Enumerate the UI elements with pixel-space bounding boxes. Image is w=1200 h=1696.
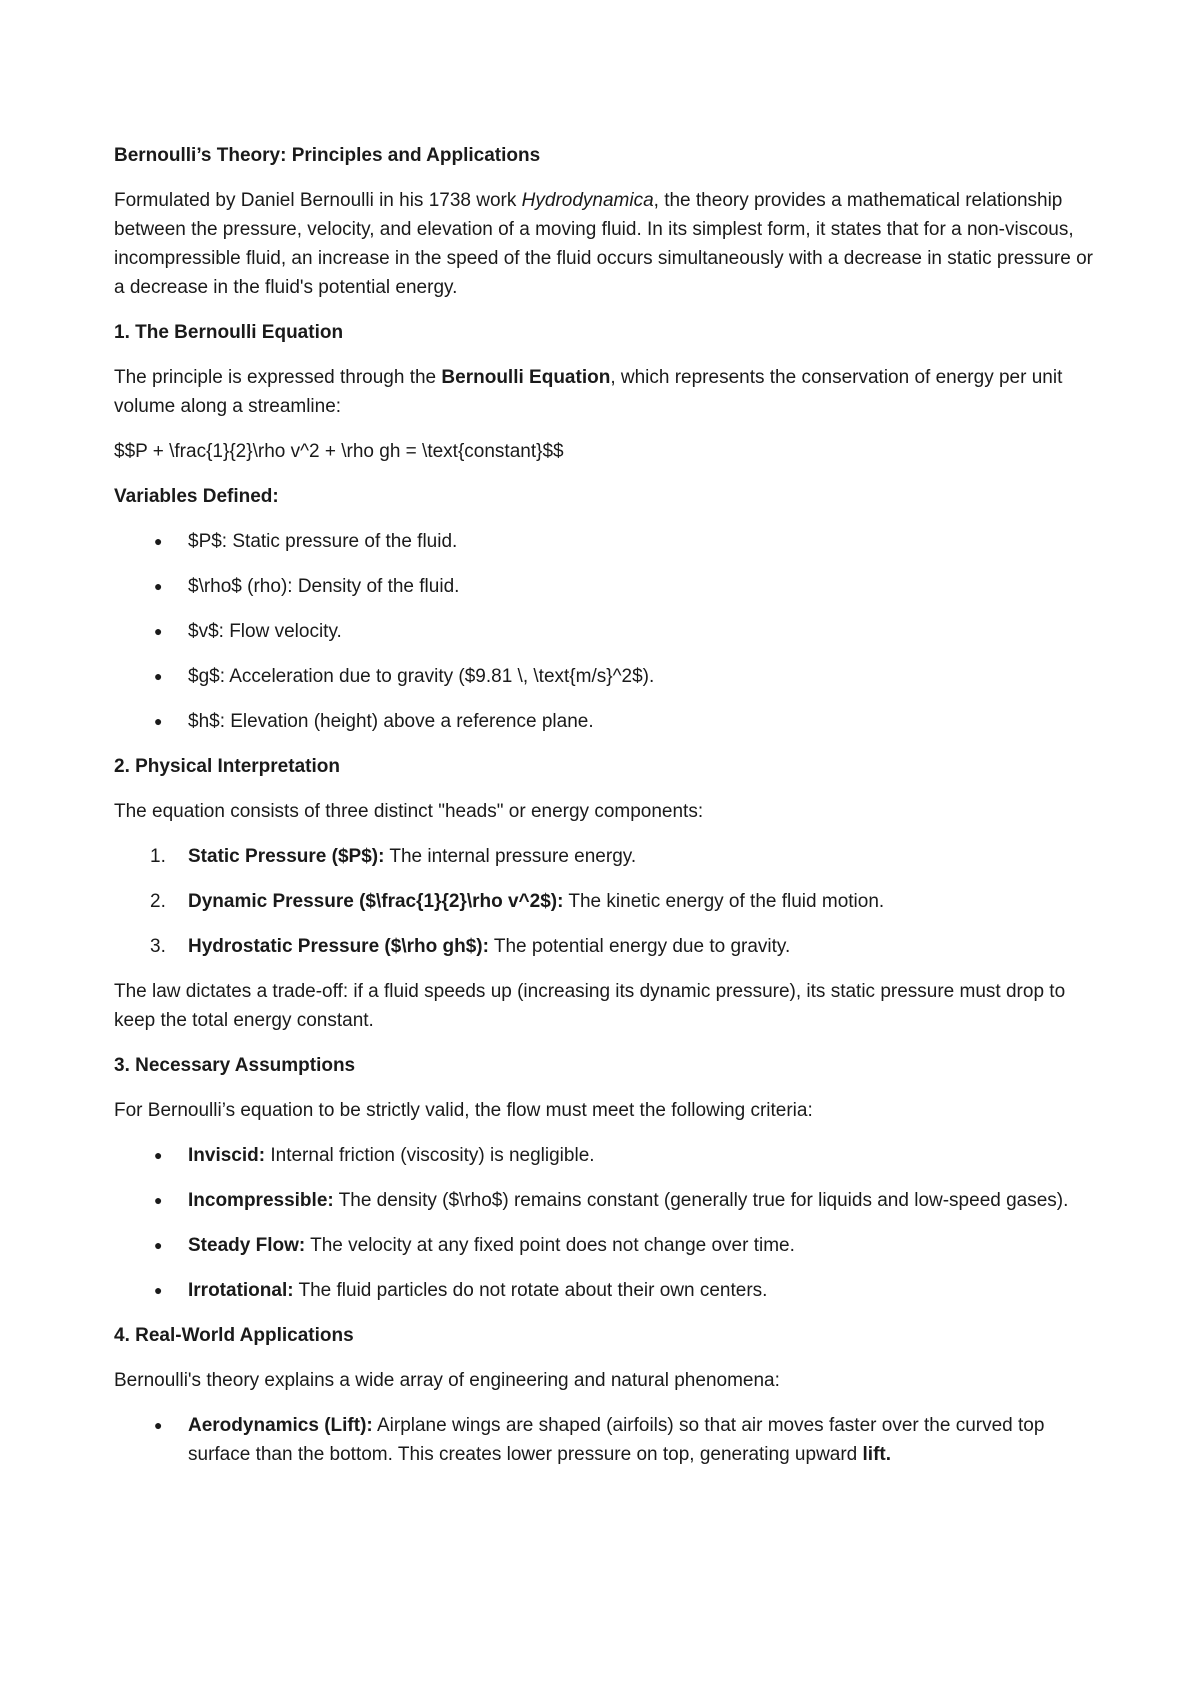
var-description: Acceleration due to gravity ($9.81 \, \text{m/s}^2$).: [224, 666, 655, 687]
variables-list: [114, 527, 1094, 736]
bullet-icon: ●: [154, 1282, 163, 1298]
list-item: [114, 662, 1094, 691]
bullet-icon: ●: [154, 713, 163, 729]
item-term: Aerodynamics (Lift):: [188, 1415, 373, 1436]
section1-bold-term: Bernoulli Equation: [441, 367, 611, 388]
item-emphasis: lift.: [862, 1444, 892, 1465]
intro-text-2: , the theory provides a mathematical relationship between the pressure, velocity, and elevation of a moving fluid. In its simplest form, it states that for a non-viscous, incompressible fluid, an increase in the speed of the fluid occurs simultaneously with a decrease in static pressure or a decrease in the fluid's potential energy.: [114, 190, 1094, 298]
item-description: The velocity at any fixed point does not change over time.: [305, 1235, 795, 1256]
item-term: Irrotational:: [188, 1280, 294, 1301]
list-item: [114, 572, 1094, 601]
list-item: [114, 1231, 1094, 1260]
item-term: Static Pressure ($P$):: [188, 846, 385, 867]
list-item: [114, 617, 1094, 646]
bullet-icon: ●: [154, 623, 163, 639]
intro-text-1: Formulated by Daniel Bernoulli in his 1738 work: [114, 190, 522, 211]
bullet-icon: ●: [154, 1237, 163, 1253]
bullet-icon: ●: [154, 668, 163, 684]
section1-paragraph: [114, 363, 1094, 421]
var-description: Elevation (height) above a reference plane.: [224, 711, 594, 732]
bullet-icon: ●: [154, 1192, 163, 1208]
document-title: Bernoulli’s Theory: Principles and Applications: [114, 145, 541, 166]
section4-intro: Bernoulli's theory explains a wide array of engineering and natural phenomena:: [114, 1370, 780, 1391]
section2-heading: 2. Physical Interpretation: [114, 756, 340, 777]
assumptions-list: [114, 1141, 1094, 1305]
list-item: [114, 527, 1094, 556]
section2-intro: The equation consists of three distinct "heads" or energy components:: [114, 801, 704, 822]
list-number: 3.: [150, 936, 166, 957]
item-term: Inviscid:: [188, 1145, 266, 1166]
item-description: The kinetic energy of the fluid motion.: [563, 891, 885, 912]
list-item: [114, 1186, 1094, 1215]
list-item: [114, 932, 1094, 961]
applications-list: [114, 1411, 1094, 1469]
section4-heading: 4. Real-World Applications: [114, 1325, 354, 1346]
energy-components-list: [114, 842, 1094, 961]
bullet-icon: ●: [154, 1417, 163, 1433]
bullet-icon: ●: [154, 533, 163, 549]
var-description: Static pressure of the fluid.: [227, 531, 458, 552]
item-term: Steady Flow:: [188, 1235, 306, 1256]
var-symbol: $h$:: [188, 711, 225, 732]
section1-heading: 1. The Bernoulli Equation: [114, 322, 344, 343]
item-term: Hydrostatic Pressure ($\rho gh$):: [188, 936, 489, 957]
section2-conclusion: The law dictates a trade-off: if a fluid speeds up (increasing its dynamic pressure), its static pressure must drop to keep the total energy constant.: [114, 981, 1066, 1031]
variables-heading: Variables Defined:: [114, 486, 279, 507]
var-symbol: $\rho$ (rho):: [188, 576, 293, 597]
section3-intro: For Bernoulli’s equation to be strictly valid, the flow must meet the following criteria:: [114, 1100, 813, 1121]
bernoulli-equation: $$P + \frac{1}{2}\rho v^2 + \rho gh = \text{constant}$$: [114, 441, 564, 462]
intro-work-title: Hydrodynamica: [521, 190, 654, 211]
list-item: [114, 1411, 1094, 1469]
document-body: [114, 141, 1094, 1485]
bullet-icon: ●: [154, 1147, 163, 1163]
var-symbol: $g$:: [188, 666, 225, 687]
var-description: Density of the fluid.: [292, 576, 460, 597]
section1-text-1: The principle is expressed through the: [114, 367, 442, 388]
item-term: Dynamic Pressure ($\frac{1}{2}\rho v^2$):: [188, 891, 564, 912]
item-description: The internal pressure energy.: [384, 846, 637, 867]
list-item: [114, 887, 1094, 916]
item-description: The fluid particles do not rotate about their own centers.: [293, 1280, 768, 1301]
list-number: 2.: [150, 891, 166, 912]
section3-heading: 3. Necessary Assumptions: [114, 1055, 356, 1076]
bullet-icon: ●: [154, 578, 163, 594]
list-item: [114, 842, 1094, 871]
var-description: Flow velocity.: [223, 621, 342, 642]
item-term: Incompressible:: [188, 1190, 334, 1211]
list-item: [114, 1141, 1094, 1170]
var-symbol: $P$:: [188, 531, 228, 552]
list-item: [114, 707, 1094, 736]
list-number: 1.: [150, 846, 166, 867]
item-description: Internal friction (viscosity) is negligible.: [265, 1145, 595, 1166]
intro-paragraph: [114, 186, 1094, 302]
section1-text-2: , which represents the conservation of energy per unit volume along a streamline:: [114, 367, 1063, 417]
item-description: Airplane wings are shaped (airfoils) so that air moves faster over the curved top surface than the bottom. This creates lower pressure on top, generating upward: [188, 1415, 1045, 1465]
item-description: The density ($\rho$) remains constant (generally true for liquids and low-speed gases).: [333, 1190, 1069, 1211]
var-symbol: $v$:: [188, 621, 224, 642]
item-description: The potential energy due to gravity.: [488, 936, 791, 957]
list-item: [114, 1276, 1094, 1305]
